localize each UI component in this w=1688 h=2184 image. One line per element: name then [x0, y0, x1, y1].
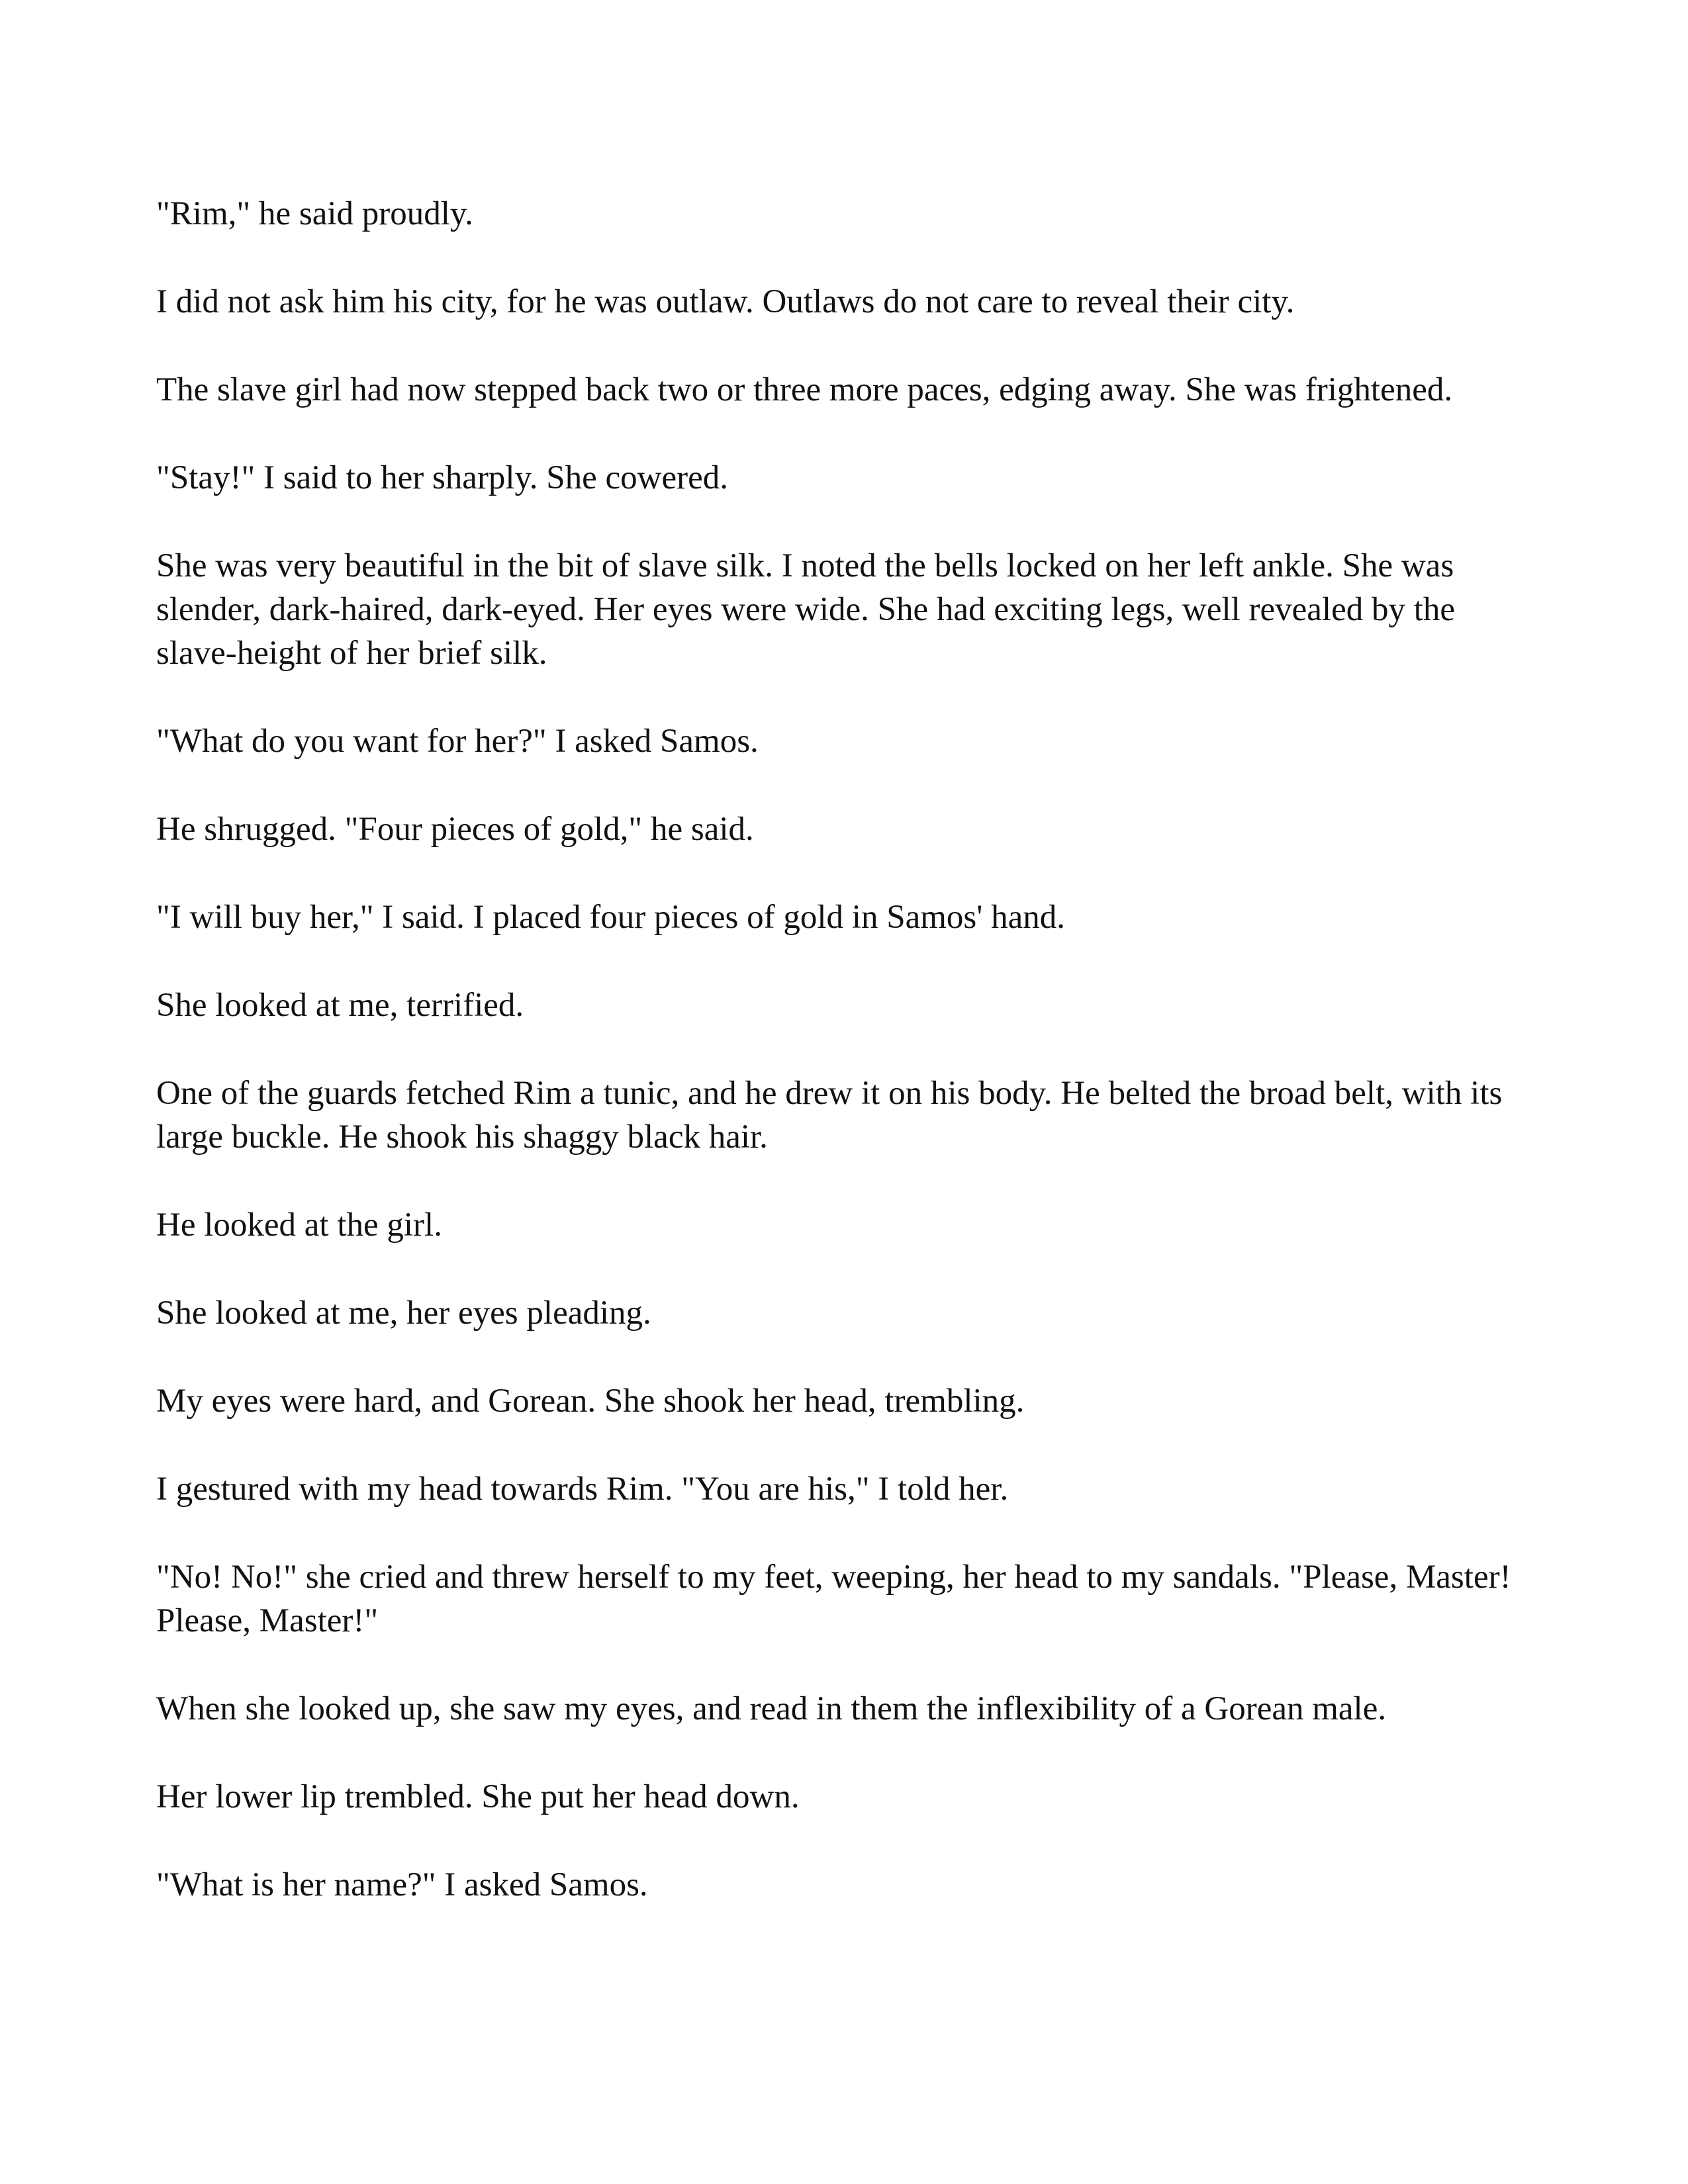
paragraph: He shrugged. "Four pieces of gold," he said.	[156, 811, 754, 848]
paragraph: "No! No!" she cried and threw herself to my feet, weeping, her head to my sandals. "Please, Master! Please, Master!"	[156, 1559, 1511, 1639]
paragraph: I gestured with my head towards Rim. "You are his," I told her.	[156, 1471, 1009, 1508]
paragraph: She looked at me, her eyes pleading.	[156, 1295, 651, 1332]
paragraph: He looked at the girl.	[156, 1206, 442, 1244]
paragraph: "What do you want for her?" I asked Samos.	[156, 723, 759, 760]
text-body	[156, 192, 1533, 1951]
paragraph: One of the guards fetched Rim a tunic, and he drew it on his body. He belted the broad belt, with its large buckle. He shook his shaggy black hair.	[156, 1075, 1503, 1156]
paragraph: My eyes were hard, and Gorean. She shook her head, trembling.	[156, 1383, 1025, 1420]
paragraph: Her lower lip trembled. She put her head down.	[156, 1778, 800, 1815]
paragraph: "What is her name?" I asked Samos.	[156, 1866, 648, 1903]
paragraph: I did not ask him his city, for he was outlaw. Outlaws do not care to reveal their city.	[156, 283, 1295, 320]
paragraph: The slave girl had now stepped back two or three more paces, edging away. She was frightened.	[156, 371, 1453, 408]
paragraph: "Rim," he said proudly.	[156, 195, 473, 232]
paragraph: She looked at me, terrified.	[156, 987, 524, 1024]
paragraph: "I will buy her," I said. I placed four pieces of gold in Samos' hand.	[156, 899, 1066, 936]
paragraph: When she looked up, she saw my eyes, and read in them the inflexibility of a Gorean male.	[156, 1690, 1387, 1727]
paragraph: "Stay!" I said to her sharply. She cowered.	[156, 459, 729, 496]
paragraph: She was very beautiful in the bit of slave silk. I noted the bells locked on her left ankle. She was slender, dark-haired, dark-eyed. Her eyes were wide. She had exciting legs, well revealed by the slave-height of her brief silk.	[156, 547, 1456, 672]
